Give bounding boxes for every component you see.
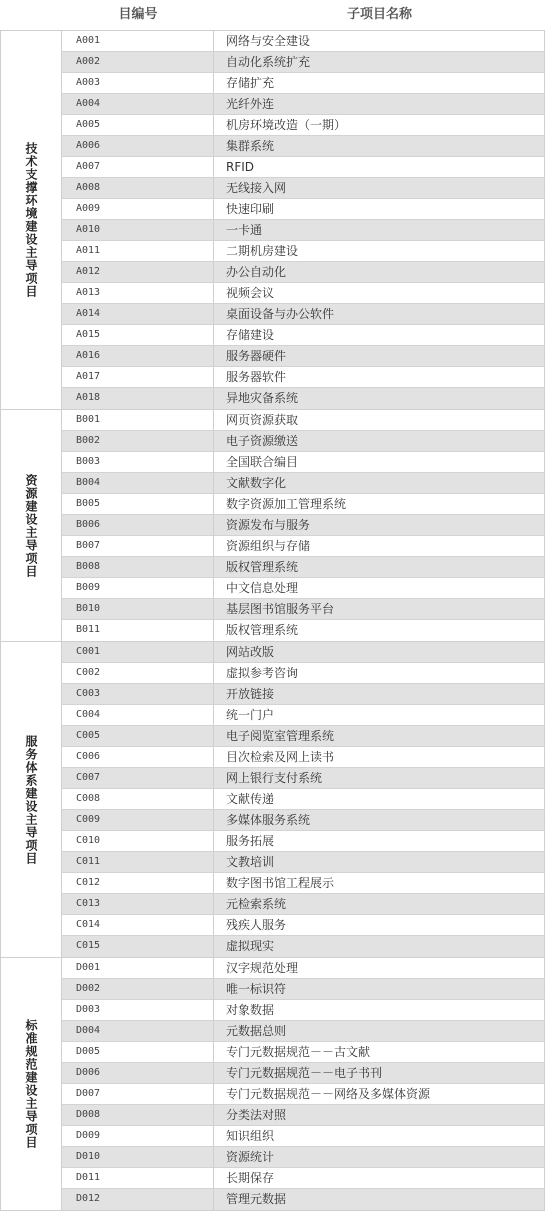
project-name: 数字资源加工管理系统 xyxy=(214,494,545,514)
project-id: C013 xyxy=(62,894,214,914)
project-name: 开放链接 xyxy=(214,684,545,704)
header-group-cell xyxy=(0,0,62,30)
project-id: A014 xyxy=(62,304,214,324)
table-row xyxy=(62,873,545,894)
group-label: 标准规范建设主导项目 xyxy=(24,1019,38,1149)
table-row xyxy=(62,452,545,473)
table-row xyxy=(62,915,545,936)
project-id: D006 xyxy=(62,1063,214,1083)
group-section xyxy=(0,31,545,410)
table-header xyxy=(0,0,545,31)
project-name: 中文信息处理 xyxy=(214,578,545,598)
project-name: 长期保存 xyxy=(214,1168,545,1188)
project-name: 虚拟现实 xyxy=(214,936,545,957)
project-id: A018 xyxy=(62,388,214,409)
project-id: C005 xyxy=(62,726,214,746)
table-row xyxy=(62,410,545,431)
project-name: 网站改版 xyxy=(214,642,545,662)
project-id: D012 xyxy=(62,1189,214,1210)
project-id: B001 xyxy=(62,410,214,430)
project-id: A008 xyxy=(62,178,214,198)
project-id: A013 xyxy=(62,283,214,303)
group-label-cell xyxy=(0,410,62,641)
project-id: B009 xyxy=(62,578,214,598)
project-name: 数字图书馆工程展示 xyxy=(214,873,545,893)
table-row xyxy=(62,684,545,705)
project-name: 视频会议 xyxy=(214,283,545,303)
project-name: 汉字规范处理 xyxy=(214,958,545,978)
project-name: 桌面设备与办公软件 xyxy=(214,304,545,324)
table-row xyxy=(62,325,545,346)
header-id: 目编号 xyxy=(118,7,158,22)
project-name: 文献传递 xyxy=(214,789,545,809)
project-name: 文教培训 xyxy=(214,852,545,872)
project-name: 专门元数据规范－－古文献 xyxy=(214,1042,545,1062)
table-row xyxy=(62,663,545,684)
project-id: A017 xyxy=(62,367,214,387)
project-id: C015 xyxy=(62,936,214,957)
project-name: 电子阅览室管理系统 xyxy=(214,726,545,746)
table-row xyxy=(62,157,545,178)
project-id: C012 xyxy=(62,873,214,893)
project-name: 存储建设 xyxy=(214,325,545,345)
table-row xyxy=(62,1084,545,1105)
project-id: A009 xyxy=(62,199,214,219)
project-id: C009 xyxy=(62,810,214,830)
table-row xyxy=(62,705,545,726)
project-id: B005 xyxy=(62,494,214,514)
project-name: 服务拓展 xyxy=(214,831,545,851)
project-name: 专门元数据规范－－电子书刊 xyxy=(214,1063,545,1083)
project-name: 存储扩充 xyxy=(214,73,545,93)
project-name: 一卡通 xyxy=(214,220,545,240)
project-name: 机房环境改造（一期） xyxy=(214,115,545,135)
project-id: B004 xyxy=(62,473,214,493)
table-row xyxy=(62,473,545,494)
table-row xyxy=(62,388,545,409)
project-name: 版权管理系统 xyxy=(214,557,545,577)
table-body xyxy=(0,31,545,1211)
project-name: 元数据总则 xyxy=(214,1021,545,1041)
group-rows xyxy=(62,958,545,1210)
group-rows xyxy=(62,410,545,641)
project-name: 二期机房建设 xyxy=(214,241,545,261)
table-row xyxy=(62,94,545,115)
table-row xyxy=(62,431,545,452)
table-row xyxy=(62,1021,545,1042)
project-id: A003 xyxy=(62,73,214,93)
table-row xyxy=(62,831,545,852)
project-name: 服务器软件 xyxy=(214,367,545,387)
project-id: D001 xyxy=(62,958,214,978)
project-id: A015 xyxy=(62,325,214,345)
project-id: D005 xyxy=(62,1042,214,1062)
project-name: 版权管理系统 xyxy=(214,620,545,641)
table-row xyxy=(62,557,545,578)
table-row xyxy=(62,1063,545,1084)
project-name: 网上银行支付系统 xyxy=(214,768,545,788)
table-row xyxy=(62,726,545,747)
project-id: C004 xyxy=(62,705,214,725)
project-id: B002 xyxy=(62,431,214,451)
project-id: C014 xyxy=(62,915,214,935)
project-id: D011 xyxy=(62,1168,214,1188)
project-id: A006 xyxy=(62,136,214,156)
project-name: 唯一标识符 xyxy=(214,979,545,999)
project-name: 办公自动化 xyxy=(214,262,545,282)
group-section xyxy=(0,958,545,1211)
table-row xyxy=(62,367,545,388)
group-label: 技术支撑环境建设主导项目 xyxy=(24,142,38,298)
project-name: 自动化系统扩充 xyxy=(214,52,545,72)
project-id: D002 xyxy=(62,979,214,999)
project-name: 管理元数据 xyxy=(214,1189,545,1210)
table-row xyxy=(62,936,545,957)
table-row xyxy=(62,199,545,220)
table-row xyxy=(62,1105,545,1126)
table-row xyxy=(62,494,545,515)
group-label: 服务体系建设主导项目 xyxy=(24,734,38,865)
group-rows xyxy=(62,642,545,957)
project-id: C010 xyxy=(62,831,214,851)
project-id: C011 xyxy=(62,852,214,872)
project-id: C001 xyxy=(62,642,214,662)
group-section xyxy=(0,410,545,642)
project-id: D009 xyxy=(62,1126,214,1146)
project-name: 基层图书馆服务平台 xyxy=(214,599,545,619)
group-section xyxy=(0,642,545,958)
project-name: 对象数据 xyxy=(214,1000,545,1020)
table-row xyxy=(62,346,545,367)
table-row xyxy=(62,1168,545,1189)
project-name: 异地灾备系统 xyxy=(214,388,545,409)
table-row xyxy=(62,73,545,94)
project-id: C006 xyxy=(62,747,214,767)
project-id: A005 xyxy=(62,115,214,135)
project-id: A004 xyxy=(62,94,214,114)
project-id: B006 xyxy=(62,515,214,535)
project-id: B003 xyxy=(62,452,214,472)
table-row xyxy=(62,220,545,241)
project-name: 知识组织 xyxy=(214,1126,545,1146)
group-label-cell xyxy=(0,958,62,1210)
project-id: C002 xyxy=(62,663,214,683)
table-row xyxy=(62,747,545,768)
project-name: RFID xyxy=(214,157,545,177)
group-rows xyxy=(62,31,545,409)
project-name: 资源发布与服务 xyxy=(214,515,545,535)
project-name: 集群系统 xyxy=(214,136,545,156)
project-id: B011 xyxy=(62,620,214,641)
project-id: A011 xyxy=(62,241,214,261)
table-row xyxy=(62,599,545,620)
project-id: D003 xyxy=(62,1000,214,1020)
table-row xyxy=(62,304,545,325)
project-name: 资源统计 xyxy=(214,1147,545,1167)
table-row xyxy=(62,1042,545,1063)
table-row xyxy=(62,1189,545,1210)
table-row xyxy=(62,958,545,979)
project-name: 元检索系统 xyxy=(214,894,545,914)
project-name: 快速印刷 xyxy=(214,199,545,219)
project-name: 文献数字化 xyxy=(214,473,545,493)
table-row xyxy=(62,178,545,199)
table-row xyxy=(62,768,545,789)
project-name: 网络与安全建设 xyxy=(214,31,545,51)
table-row xyxy=(62,810,545,831)
project-name: 光纤外连 xyxy=(214,94,545,114)
group-label-cell xyxy=(0,31,62,409)
project-id: D010 xyxy=(62,1147,214,1167)
table-row xyxy=(62,283,545,304)
project-id: D007 xyxy=(62,1084,214,1104)
project-id: B008 xyxy=(62,557,214,577)
table-row xyxy=(62,52,545,73)
group-label-cell xyxy=(0,642,62,957)
project-name: 分类法对照 xyxy=(214,1105,545,1125)
project-id: C003 xyxy=(62,684,214,704)
project-name: 全国联合编目 xyxy=(214,452,545,472)
project-id: D004 xyxy=(62,1021,214,1041)
table-row xyxy=(62,642,545,663)
project-name: 多媒体服务系统 xyxy=(214,810,545,830)
project-name: 目次检索及网上读书 xyxy=(214,747,545,767)
project-id: B007 xyxy=(62,536,214,556)
project-id: C008 xyxy=(62,789,214,809)
table-row xyxy=(62,852,545,873)
project-name: 电子资源缴送 xyxy=(214,431,545,451)
group-label: 资源建设主导项目 xyxy=(24,473,38,578)
project-id: A012 xyxy=(62,262,214,282)
project-id: A016 xyxy=(62,346,214,366)
project-id: B010 xyxy=(62,599,214,619)
table-row xyxy=(62,241,545,262)
project-id: A010 xyxy=(62,220,214,240)
table-row xyxy=(62,1147,545,1168)
table-row xyxy=(62,515,545,536)
project-id: A001 xyxy=(62,31,214,51)
table-row xyxy=(62,1000,545,1021)
project-name: 统一门户 xyxy=(214,705,545,725)
header-name: 子项目名称 xyxy=(346,7,412,22)
table-row xyxy=(62,620,545,641)
table-row xyxy=(62,1126,545,1147)
project-name: 无线接入网 xyxy=(214,178,545,198)
table-row xyxy=(62,789,545,810)
project-name: 残疾人服务 xyxy=(214,915,545,935)
table-row xyxy=(62,262,545,283)
project-name: 资源组织与存储 xyxy=(214,536,545,556)
table-row xyxy=(62,136,545,157)
table-row xyxy=(62,31,545,52)
project-name: 服务器硬件 xyxy=(214,346,545,366)
project-name: 虚拟参考咨询 xyxy=(214,663,545,683)
project-name: 专门元数据规范－－网络及多媒体资源 xyxy=(214,1084,545,1104)
project-name: 网页资源获取 xyxy=(214,410,545,430)
project-id: A007 xyxy=(62,157,214,177)
table-row xyxy=(62,894,545,915)
table-row xyxy=(62,979,545,1000)
project-id: D008 xyxy=(62,1105,214,1125)
project-id: A002 xyxy=(62,52,214,72)
project-id: C007 xyxy=(62,768,214,788)
table-row xyxy=(62,578,545,599)
table-row xyxy=(62,536,545,557)
table-row xyxy=(62,115,545,136)
